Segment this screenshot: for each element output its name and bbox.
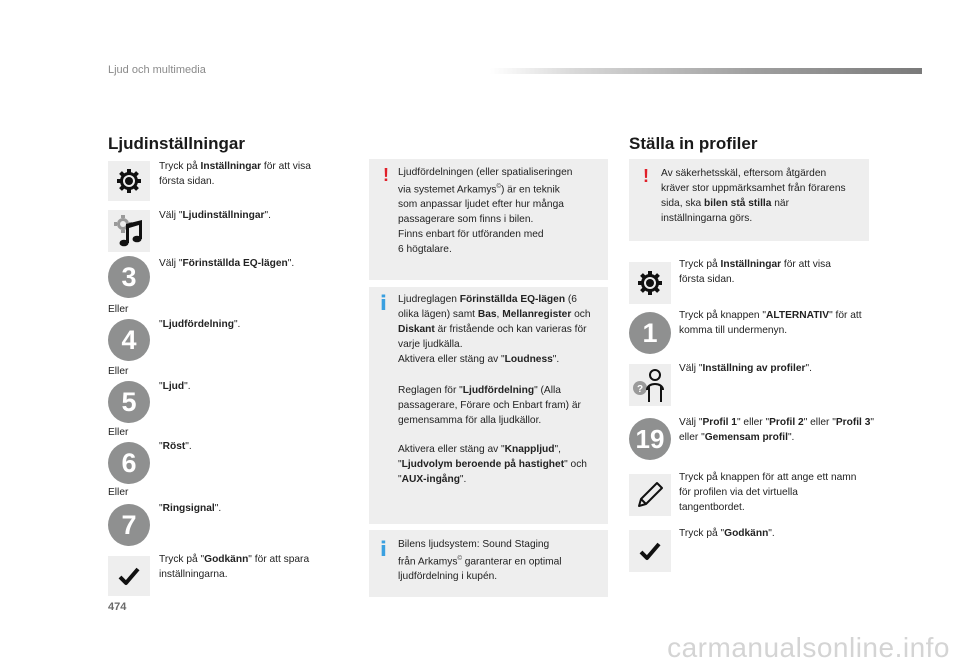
or-label: Eller bbox=[108, 487, 129, 498]
right-step-confirm: Tryck på "Godkänn". bbox=[679, 528, 775, 539]
step-number-badge: 4 bbox=[108, 319, 150, 361]
watermark: carmanualsonline.info bbox=[667, 632, 950, 663]
header-divider bbox=[490, 68, 922, 74]
warning-note bbox=[369, 159, 608, 280]
confirm-button[interactable] bbox=[108, 556, 150, 596]
safety-warning bbox=[629, 159, 869, 241]
edit-name-button[interactable] bbox=[629, 474, 671, 516]
profile-settings-button[interactable] bbox=[629, 364, 671, 406]
safety-warning-text: Av säkerhetsskäl, eftersom åtgärden kräver stor uppmärksamhet från förarens sida, ska bilen stå stilla när inställningarna görs. bbox=[661, 168, 846, 224]
settings-gear-button[interactable] bbox=[629, 262, 671, 304]
step-number-badge: 19 bbox=[629, 418, 671, 460]
left-step-eq: Välj "Förinställda EQ-lägen". bbox=[159, 258, 295, 269]
step-number-badge: 1 bbox=[629, 312, 671, 354]
left-step-ringtone: "Ringsignal". bbox=[159, 503, 222, 514]
warning-note-text: Ljudfördelningen (eller spatialiseringen via systemet Arkamys©) är en teknik som anpassar ljudet efter hur många passagerare som finns i bilen. Finns enbart för utföranden med 6 högtalare. bbox=[398, 167, 573, 256]
step-number-badge: 6 bbox=[108, 442, 150, 484]
right-step-profiles: Välj "Inställning av profiler". bbox=[679, 363, 812, 374]
left-step-confirm: Tryck på "Godkänn" för att spara inställningarna. bbox=[159, 554, 310, 580]
info-note bbox=[369, 287, 608, 524]
left-step-distribution: "Ljudfördelning". bbox=[159, 319, 241, 330]
info-icon: i bbox=[380, 537, 387, 561]
info-note bbox=[369, 530, 608, 597]
left-step-settings: Tryck på Inställningar för att visa första sidan. bbox=[159, 161, 311, 187]
settings-gear-button[interactable] bbox=[108, 161, 150, 201]
checkmark-icon bbox=[639, 541, 661, 561]
page-number: 474 bbox=[108, 601, 127, 613]
checkmark-icon bbox=[118, 566, 140, 586]
exclamation-icon: ! bbox=[643, 166, 649, 186]
svg-text:?: ? bbox=[636, 384, 644, 395]
or-label: Eller bbox=[108, 304, 129, 315]
right-step-options: Tryck på knappen "ALTERNATIV" för att komma till undermenyn. bbox=[679, 310, 862, 336]
or-label: Eller bbox=[108, 427, 129, 438]
step-number-badge: 7 bbox=[108, 504, 150, 546]
left-step-voice: "Röst". bbox=[159, 441, 192, 452]
step-number-badge: 3 bbox=[108, 256, 150, 298]
section-header: Ljud och multimedia bbox=[108, 64, 206, 76]
profile-icon bbox=[631, 366, 669, 404]
right-step-choose-profile: Välj "Profil 1" eller "Profil 2" eller "Profil 3" eller "Gemensam profil". bbox=[679, 417, 875, 443]
gear-icon bbox=[636, 269, 664, 297]
pencil-icon bbox=[635, 480, 665, 510]
exclamation-icon: ! bbox=[383, 165, 389, 185]
info-note-text: Ljudreglagen Förinställda EQ-lägen (6 olika lägen) samt Bas, Mellanregister och Diskant är fristående och kan varieras för varje ljudkälla. Aktivera eller stäng av "Loudness". Reglagen för "Ljudfördelning" (Alla passagerare, Förare och Enbart fram) är gemensamma för alla ljudkällor. Aktivera eller stäng av "Knappljud", "Ljudvolym beroende på hastighet" och "AUX-ingång". bbox=[398, 294, 591, 485]
confirm-button[interactable] bbox=[629, 530, 671, 572]
left-step-audio: Välj "Ljudinställningar". bbox=[159, 210, 271, 221]
right-step-name: Tryck på knappen för att ange ett namn för profilen via det virtuella tangentbordet. bbox=[679, 472, 857, 513]
step-number-badge: 5 bbox=[108, 381, 150, 423]
right-section-title: Ställa in profiler bbox=[629, 134, 758, 153]
info-icon: i bbox=[380, 291, 387, 315]
left-step-sound: "Ljud". bbox=[159, 381, 191, 392]
right-step-settings: Tryck på Inställningar för att visa första sidan. bbox=[679, 259, 831, 285]
music-note-icon bbox=[112, 214, 146, 248]
audio-settings-button[interactable] bbox=[108, 210, 150, 252]
or-label: Eller bbox=[108, 366, 129, 377]
left-section-title: Ljudinställningar bbox=[108, 134, 245, 153]
info-note-text: Bilens ljudsystem: Sound Staging från Arkamys© garanterar en optimal ljudfördelning i kupén. bbox=[398, 539, 562, 583]
gear-icon bbox=[115, 167, 143, 195]
